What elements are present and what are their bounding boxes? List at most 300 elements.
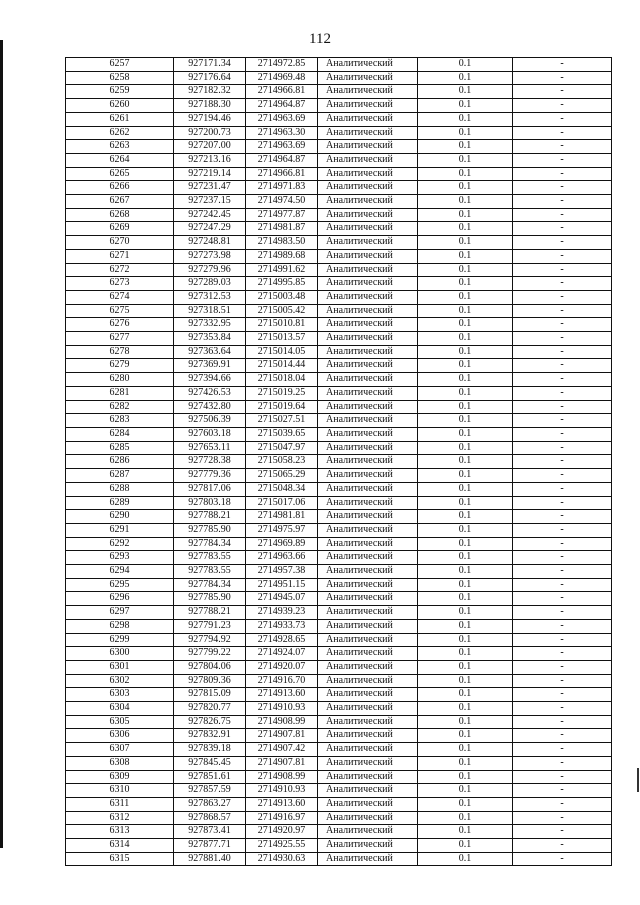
point-number-cell: 6305 xyxy=(66,715,174,729)
accuracy-cell: 0.1 xyxy=(418,290,513,304)
x-coordinate-cell: 927200.73 xyxy=(174,126,246,140)
point-number-cell: 6290 xyxy=(66,510,174,524)
note-cell: - xyxy=(513,784,612,798)
accuracy-cell: 0.1 xyxy=(418,482,513,496)
table-row xyxy=(66,373,612,387)
note-cell: - xyxy=(513,58,612,72)
accuracy-cell: 0.1 xyxy=(418,208,513,222)
table-body xyxy=(66,58,612,866)
note-cell: - xyxy=(513,373,612,387)
point-number-cell: 6300 xyxy=(66,647,174,661)
accuracy-cell: 0.1 xyxy=(418,249,513,263)
binding-edge-line xyxy=(0,40,3,848)
accuracy-cell: 0.1 xyxy=(418,702,513,716)
x-coordinate-cell: 927826.75 xyxy=(174,715,246,729)
method-cell: Аналитический xyxy=(318,236,418,250)
table-row xyxy=(66,345,612,359)
note-cell: - xyxy=(513,592,612,606)
method-cell: Аналитический xyxy=(318,345,418,359)
x-coordinate-cell: 927653.11 xyxy=(174,441,246,455)
y-coordinate-cell: 2714945.07 xyxy=(246,592,318,606)
y-coordinate-cell: 2714966.81 xyxy=(246,167,318,181)
note-cell: - xyxy=(513,140,612,154)
note-cell: - xyxy=(513,236,612,250)
table-row xyxy=(66,455,612,469)
point-number-cell: 6264 xyxy=(66,153,174,167)
y-coordinate-cell: 2715003.48 xyxy=(246,290,318,304)
y-coordinate-cell: 2715065.29 xyxy=(246,469,318,483)
accuracy-cell: 0.1 xyxy=(418,797,513,811)
table-row xyxy=(66,578,612,592)
method-cell: Аналитический xyxy=(318,222,418,236)
x-coordinate-cell: 927353.84 xyxy=(174,332,246,346)
y-coordinate-cell: 2714907.81 xyxy=(246,729,318,743)
point-number-cell: 6267 xyxy=(66,195,174,209)
note-cell: - xyxy=(513,797,612,811)
note-cell: - xyxy=(513,167,612,181)
x-coordinate-cell: 927799.22 xyxy=(174,647,246,661)
accuracy-cell: 0.1 xyxy=(418,756,513,770)
y-coordinate-cell: 2714975.97 xyxy=(246,523,318,537)
table-row xyxy=(66,332,612,346)
y-coordinate-cell: 2714924.07 xyxy=(246,647,318,661)
note-cell: - xyxy=(513,811,612,825)
accuracy-cell: 0.1 xyxy=(418,153,513,167)
x-coordinate-cell: 927873.41 xyxy=(174,825,246,839)
note-cell: - xyxy=(513,660,612,674)
note-cell: - xyxy=(513,427,612,441)
y-coordinate-cell: 2714983.50 xyxy=(246,236,318,250)
y-coordinate-cell: 2714930.63 xyxy=(246,852,318,866)
accuracy-cell: 0.1 xyxy=(418,496,513,510)
x-coordinate-cell: 927791.23 xyxy=(174,619,246,633)
table-row xyxy=(66,523,612,537)
accuracy-cell: 0.1 xyxy=(418,537,513,551)
note-cell: - xyxy=(513,647,612,661)
table-row xyxy=(66,688,612,702)
note-cell: - xyxy=(513,441,612,455)
point-number-cell: 6309 xyxy=(66,770,174,784)
note-cell: - xyxy=(513,523,612,537)
point-number-cell: 6257 xyxy=(66,58,174,72)
point-number-cell: 6270 xyxy=(66,236,174,250)
table-row xyxy=(66,729,612,743)
point-number-cell: 6304 xyxy=(66,702,174,716)
accuracy-cell: 0.1 xyxy=(418,427,513,441)
y-coordinate-cell: 2714920.07 xyxy=(246,660,318,674)
table-row xyxy=(66,359,612,373)
x-coordinate-cell: 927242.45 xyxy=(174,208,246,222)
method-cell: Аналитический xyxy=(318,715,418,729)
y-coordinate-cell: 2714969.48 xyxy=(246,71,318,85)
accuracy-cell: 0.1 xyxy=(418,729,513,743)
table-row xyxy=(66,839,612,853)
y-coordinate-cell: 2715017.06 xyxy=(246,496,318,510)
coordinates-table-container xyxy=(65,57,612,866)
point-number-cell: 6259 xyxy=(66,85,174,99)
note-cell: - xyxy=(513,249,612,263)
method-cell: Аналитический xyxy=(318,318,418,332)
y-coordinate-cell: 2715018.04 xyxy=(246,373,318,387)
method-cell: Аналитический xyxy=(318,578,418,592)
x-coordinate-cell: 927863.27 xyxy=(174,797,246,811)
method-cell: Аналитический xyxy=(318,195,418,209)
accuracy-cell: 0.1 xyxy=(418,112,513,126)
y-coordinate-cell: 2714910.93 xyxy=(246,702,318,716)
y-coordinate-cell: 2714995.85 xyxy=(246,277,318,291)
point-number-cell: 6288 xyxy=(66,482,174,496)
method-cell: Аналитический xyxy=(318,469,418,483)
note-cell: - xyxy=(513,318,612,332)
table-row xyxy=(66,715,612,729)
table-row xyxy=(66,290,612,304)
point-number-cell: 6292 xyxy=(66,537,174,551)
note-cell: - xyxy=(513,551,612,565)
point-number-cell: 6310 xyxy=(66,784,174,798)
note-cell: - xyxy=(513,852,612,866)
y-coordinate-cell: 2714907.42 xyxy=(246,743,318,757)
table-row xyxy=(66,551,612,565)
accuracy-cell: 0.1 xyxy=(418,126,513,140)
x-coordinate-cell: 927171.34 xyxy=(174,58,246,72)
x-coordinate-cell: 927426.53 xyxy=(174,386,246,400)
y-coordinate-cell: 2714920.97 xyxy=(246,825,318,839)
accuracy-cell: 0.1 xyxy=(418,852,513,866)
x-coordinate-cell: 927248.81 xyxy=(174,236,246,250)
note-cell: - xyxy=(513,510,612,524)
point-number-cell: 6269 xyxy=(66,222,174,236)
x-coordinate-cell: 927603.18 xyxy=(174,427,246,441)
point-number-cell: 6282 xyxy=(66,400,174,414)
table-row xyxy=(66,674,612,688)
point-number-cell: 6311 xyxy=(66,797,174,811)
table-row xyxy=(66,510,612,524)
method-cell: Аналитический xyxy=(318,71,418,85)
note-cell: - xyxy=(513,606,612,620)
accuracy-cell: 0.1 xyxy=(418,318,513,332)
method-cell: Аналитический xyxy=(318,606,418,620)
table-row xyxy=(66,249,612,263)
method-cell: Аналитический xyxy=(318,85,418,99)
table-row xyxy=(66,99,612,113)
accuracy-cell: 0.1 xyxy=(418,811,513,825)
method-cell: Аналитический xyxy=(318,592,418,606)
accuracy-cell: 0.1 xyxy=(418,770,513,784)
note-cell: - xyxy=(513,482,612,496)
point-number-cell: 6308 xyxy=(66,756,174,770)
accuracy-cell: 0.1 xyxy=(418,345,513,359)
method-cell: Аналитический xyxy=(318,290,418,304)
point-number-cell: 6271 xyxy=(66,249,174,263)
method-cell: Аналитический xyxy=(318,565,418,579)
accuracy-cell: 0.1 xyxy=(418,455,513,469)
method-cell: Аналитический xyxy=(318,482,418,496)
point-number-cell: 6260 xyxy=(66,99,174,113)
table-row xyxy=(66,304,612,318)
method-cell: Аналитический xyxy=(318,126,418,140)
y-coordinate-cell: 2714907.81 xyxy=(246,756,318,770)
accuracy-cell: 0.1 xyxy=(418,386,513,400)
table-row xyxy=(66,195,612,209)
x-coordinate-cell: 927815.09 xyxy=(174,688,246,702)
method-cell: Аналитический xyxy=(318,332,418,346)
note-cell: - xyxy=(513,195,612,209)
note-cell: - xyxy=(513,729,612,743)
table-row xyxy=(66,756,612,770)
x-coordinate-cell: 927877.71 xyxy=(174,839,246,853)
accuracy-cell: 0.1 xyxy=(418,236,513,250)
y-coordinate-cell: 2714977.87 xyxy=(246,208,318,222)
method-cell: Аналитический xyxy=(318,373,418,387)
point-number-cell: 6280 xyxy=(66,373,174,387)
table-row xyxy=(66,743,612,757)
x-coordinate-cell: 927506.39 xyxy=(174,414,246,428)
table-row xyxy=(66,71,612,85)
point-number-cell: 6296 xyxy=(66,592,174,606)
method-cell: Аналитический xyxy=(318,181,418,195)
method-cell: Аналитический xyxy=(318,153,418,167)
point-number-cell: 6263 xyxy=(66,140,174,154)
x-coordinate-cell: 927188.30 xyxy=(174,99,246,113)
accuracy-cell: 0.1 xyxy=(418,469,513,483)
note-cell: - xyxy=(513,400,612,414)
method-cell: Аналитический xyxy=(318,633,418,647)
method-cell: Аналитический xyxy=(318,249,418,263)
point-number-cell: 6293 xyxy=(66,551,174,565)
table-row xyxy=(66,386,612,400)
note-cell: - xyxy=(513,496,612,510)
y-coordinate-cell: 2714964.87 xyxy=(246,153,318,167)
table-row xyxy=(66,784,612,798)
x-coordinate-cell: 927318.51 xyxy=(174,304,246,318)
method-cell: Аналитический xyxy=(318,510,418,524)
x-coordinate-cell: 927784.34 xyxy=(174,537,246,551)
y-coordinate-cell: 2714963.66 xyxy=(246,551,318,565)
table-row xyxy=(66,222,612,236)
point-number-cell: 6294 xyxy=(66,565,174,579)
accuracy-cell: 0.1 xyxy=(418,784,513,798)
table-row xyxy=(66,852,612,866)
note-cell: - xyxy=(513,71,612,85)
x-coordinate-cell: 927788.21 xyxy=(174,510,246,524)
table-row xyxy=(66,58,612,72)
note-cell: - xyxy=(513,565,612,579)
table-row xyxy=(66,181,612,195)
point-number-cell: 6276 xyxy=(66,318,174,332)
x-coordinate-cell: 927213.16 xyxy=(174,153,246,167)
x-coordinate-cell: 927237.15 xyxy=(174,195,246,209)
point-number-cell: 6314 xyxy=(66,839,174,853)
note-cell: - xyxy=(513,386,612,400)
accuracy-cell: 0.1 xyxy=(418,58,513,72)
y-coordinate-cell: 2714916.97 xyxy=(246,811,318,825)
x-coordinate-cell: 927785.90 xyxy=(174,523,246,537)
table-row xyxy=(66,482,612,496)
method-cell: Аналитический xyxy=(318,660,418,674)
accuracy-cell: 0.1 xyxy=(418,222,513,236)
point-number-cell: 6258 xyxy=(66,71,174,85)
y-coordinate-cell: 2715047.97 xyxy=(246,441,318,455)
method-cell: Аналитический xyxy=(318,852,418,866)
method-cell: Аналитический xyxy=(318,263,418,277)
y-coordinate-cell: 2714957.38 xyxy=(246,565,318,579)
method-cell: Аналитический xyxy=(318,537,418,551)
method-cell: Аналитический xyxy=(318,674,418,688)
table-row xyxy=(66,140,612,154)
x-coordinate-cell: 927784.34 xyxy=(174,578,246,592)
y-coordinate-cell: 2714981.81 xyxy=(246,510,318,524)
accuracy-cell: 0.1 xyxy=(418,414,513,428)
y-coordinate-cell: 2715013.57 xyxy=(246,332,318,346)
y-coordinate-cell: 2714963.69 xyxy=(246,140,318,154)
accuracy-cell: 0.1 xyxy=(418,825,513,839)
note-cell: - xyxy=(513,414,612,428)
table-row xyxy=(66,236,612,250)
note-cell: - xyxy=(513,112,612,126)
point-number-cell: 6291 xyxy=(66,523,174,537)
note-cell: - xyxy=(513,208,612,222)
accuracy-cell: 0.1 xyxy=(418,674,513,688)
x-coordinate-cell: 927432.80 xyxy=(174,400,246,414)
note-cell: - xyxy=(513,85,612,99)
note-cell: - xyxy=(513,537,612,551)
note-cell: - xyxy=(513,222,612,236)
table-row xyxy=(66,496,612,510)
table-row xyxy=(66,208,612,222)
note-cell: - xyxy=(513,743,612,757)
x-coordinate-cell: 927881.40 xyxy=(174,852,246,866)
x-coordinate-cell: 927369.91 xyxy=(174,359,246,373)
method-cell: Аналитический xyxy=(318,647,418,661)
point-number-cell: 6289 xyxy=(66,496,174,510)
table-row xyxy=(66,797,612,811)
y-coordinate-cell: 2714908.99 xyxy=(246,715,318,729)
table-row xyxy=(66,263,612,277)
point-number-cell: 6313 xyxy=(66,825,174,839)
accuracy-cell: 0.1 xyxy=(418,715,513,729)
note-cell: - xyxy=(513,578,612,592)
accuracy-cell: 0.1 xyxy=(418,400,513,414)
table-row xyxy=(66,277,612,291)
point-number-cell: 6301 xyxy=(66,660,174,674)
y-coordinate-cell: 2714910.93 xyxy=(246,784,318,798)
x-coordinate-cell: 927207.00 xyxy=(174,140,246,154)
x-coordinate-cell: 927231.47 xyxy=(174,181,246,195)
method-cell: Аналитический xyxy=(318,99,418,113)
point-number-cell: 6287 xyxy=(66,469,174,483)
method-cell: Аналитический xyxy=(318,277,418,291)
x-coordinate-cell: 927785.90 xyxy=(174,592,246,606)
x-coordinate-cell: 927817.06 xyxy=(174,482,246,496)
accuracy-cell: 0.1 xyxy=(418,592,513,606)
note-cell: - xyxy=(513,332,612,346)
table-row xyxy=(66,400,612,414)
table-row xyxy=(66,318,612,332)
accuracy-cell: 0.1 xyxy=(418,743,513,757)
y-coordinate-cell: 2715010.81 xyxy=(246,318,318,332)
accuracy-cell: 0.1 xyxy=(418,578,513,592)
x-coordinate-cell: 927363.64 xyxy=(174,345,246,359)
table-row xyxy=(66,606,612,620)
note-cell: - xyxy=(513,153,612,167)
method-cell: Аналитический xyxy=(318,743,418,757)
method-cell: Аналитический xyxy=(318,784,418,798)
point-number-cell: 6278 xyxy=(66,345,174,359)
method-cell: Аналитический xyxy=(318,523,418,537)
accuracy-cell: 0.1 xyxy=(418,277,513,291)
note-cell: - xyxy=(513,304,612,318)
x-coordinate-cell: 927219.14 xyxy=(174,167,246,181)
x-coordinate-cell: 927247.29 xyxy=(174,222,246,236)
table-row xyxy=(66,565,612,579)
accuracy-cell: 0.1 xyxy=(418,523,513,537)
method-cell: Аналитический xyxy=(318,359,418,373)
point-number-cell: 6283 xyxy=(66,414,174,428)
note-cell: - xyxy=(513,756,612,770)
y-coordinate-cell: 2715005.42 xyxy=(246,304,318,318)
accuracy-cell: 0.1 xyxy=(418,647,513,661)
point-number-cell: 6268 xyxy=(66,208,174,222)
accuracy-cell: 0.1 xyxy=(418,99,513,113)
point-number-cell: 6299 xyxy=(66,633,174,647)
x-coordinate-cell: 927820.77 xyxy=(174,702,246,716)
y-coordinate-cell: 2714963.30 xyxy=(246,126,318,140)
y-coordinate-cell: 2714964.87 xyxy=(246,99,318,113)
accuracy-cell: 0.1 xyxy=(418,181,513,195)
accuracy-cell: 0.1 xyxy=(418,71,513,85)
table-row xyxy=(66,770,612,784)
accuracy-cell: 0.1 xyxy=(418,551,513,565)
method-cell: Аналитический xyxy=(318,797,418,811)
note-cell: - xyxy=(513,619,612,633)
point-number-cell: 6277 xyxy=(66,332,174,346)
note-cell: - xyxy=(513,633,612,647)
table-row xyxy=(66,167,612,181)
method-cell: Аналитический xyxy=(318,112,418,126)
page-number: 112 xyxy=(309,31,331,47)
method-cell: Аналитический xyxy=(318,839,418,853)
note-cell: - xyxy=(513,290,612,304)
method-cell: Аналитический xyxy=(318,140,418,154)
y-coordinate-cell: 2714933.73 xyxy=(246,619,318,633)
table-row xyxy=(66,85,612,99)
table-row xyxy=(66,414,612,428)
table-row xyxy=(66,811,612,825)
table-row xyxy=(66,112,612,126)
y-coordinate-cell: 2715014.44 xyxy=(246,359,318,373)
method-cell: Аналитический xyxy=(318,811,418,825)
y-coordinate-cell: 2714966.81 xyxy=(246,85,318,99)
note-cell: - xyxy=(513,99,612,113)
point-number-cell: 6315 xyxy=(66,852,174,866)
x-coordinate-cell: 927804.06 xyxy=(174,660,246,674)
point-number-cell: 6272 xyxy=(66,263,174,277)
y-coordinate-cell: 2715014.05 xyxy=(246,345,318,359)
x-coordinate-cell: 927279.96 xyxy=(174,263,246,277)
note-cell: - xyxy=(513,715,612,729)
x-coordinate-cell: 927868.57 xyxy=(174,811,246,825)
point-number-cell: 6306 xyxy=(66,729,174,743)
method-cell: Аналитический xyxy=(318,688,418,702)
method-cell: Аналитический xyxy=(318,167,418,181)
y-coordinate-cell: 2714913.60 xyxy=(246,797,318,811)
y-coordinate-cell: 2714913.60 xyxy=(246,688,318,702)
y-coordinate-cell: 2715039.65 xyxy=(246,427,318,441)
point-number-cell: 6265 xyxy=(66,167,174,181)
point-number-cell: 6286 xyxy=(66,455,174,469)
accuracy-cell: 0.1 xyxy=(418,619,513,633)
table-row xyxy=(66,441,612,455)
